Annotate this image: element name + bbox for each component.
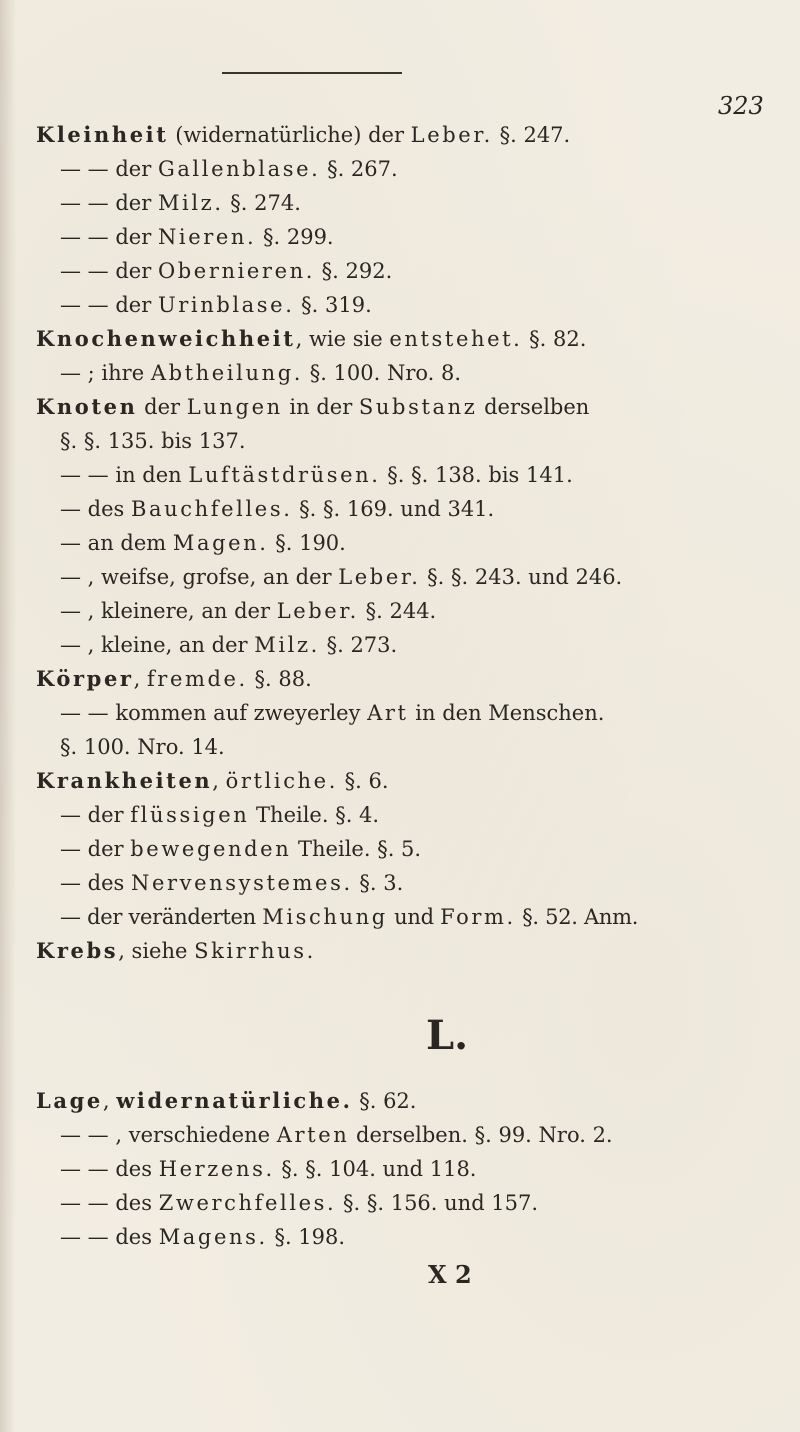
index-subentry: — — der Gallenblase. §. 267. xyxy=(60,157,398,181)
index-subentry: — — , verschiedene Arten derselben. §. 99. Nro. 2. xyxy=(60,1123,613,1147)
index-subentry: — , kleinere, an der Leber. §. 244. xyxy=(60,599,437,623)
index-entry-knochenweichheit: Knochenweichheit, wie sie entstehet. §. 82. xyxy=(36,326,587,351)
index-subentry: — — in den Luftästdrüsen. §. §. 138. bis 141. xyxy=(60,463,573,487)
index-subentry: — der bewegenden Theile. §. 5. xyxy=(60,837,422,861)
index-subentry: — — kommen auf zweyerley Art in den Menschen. xyxy=(60,701,605,725)
page-number: 323 xyxy=(718,92,764,120)
index-entry-koerper: Körper, fremde. §. 88. xyxy=(36,666,312,691)
index-subentry: — , weifse, grofse, an der Leber. §. §. 243. und 246. xyxy=(60,565,623,589)
index-subentry: — — des Herzens. §. §. 104. und 118. xyxy=(60,1157,477,1181)
index-continuation: §. 100. Nro. 14. xyxy=(60,735,225,759)
index-subentry: — , kleine, an der Milz. §. 273. xyxy=(60,633,398,657)
index-entry-kleinheit: Kleinheit (widernatürliche) der Leber. §. 247. xyxy=(36,122,571,147)
index-subentry: — der flüssigen Theile. §. 4. xyxy=(60,803,380,827)
index-entry-krankheiten: Krankheiten, örtliche. §. 6. xyxy=(36,768,389,793)
index-subentry: — des Nervensystemes. §. 3. xyxy=(60,871,404,895)
index-entry-knoten: Knoten der Lungen in der Substanz derselben xyxy=(36,394,590,419)
index-subentry: — des Bauchfelles. §. §. 169. und 341. xyxy=(60,497,495,521)
index-subentry: — — des Magens. §. 198. xyxy=(60,1225,346,1249)
index-subentry: — — der Urinblase. §. 319. xyxy=(60,293,372,317)
index-subentry: — ; ihre Abtheilung. §. 100. Nro. 8. xyxy=(60,361,462,385)
index-entry-lage: Lage, widernatürliche. §. 62. xyxy=(36,1088,417,1113)
index-subentry: — an dem Magen. §. 190. xyxy=(60,531,346,555)
index-subentry: — — der Milz. §. 274. xyxy=(60,191,301,215)
index-continuation: §. §. 135. bis 137. xyxy=(60,429,246,453)
header-rule xyxy=(222,72,402,74)
index-entry-krebs: Krebs, siehe Skirrhus. xyxy=(36,938,316,963)
page-spine-shadow xyxy=(0,0,16,1432)
index-subentry: — — der Nieren. §. 299. xyxy=(60,225,334,249)
section-letter: L. xyxy=(426,1012,469,1059)
index-subentry: — der veränderten Mischung und Form. §. 52. Anm. xyxy=(60,905,639,929)
index-subentry: — — des Zwerchfelles. §. §. 156. und 157. xyxy=(60,1191,539,1215)
signature-mark: X 2 xyxy=(428,1260,472,1289)
index-subentry: — — der Obernieren. §. 292. xyxy=(60,259,393,283)
